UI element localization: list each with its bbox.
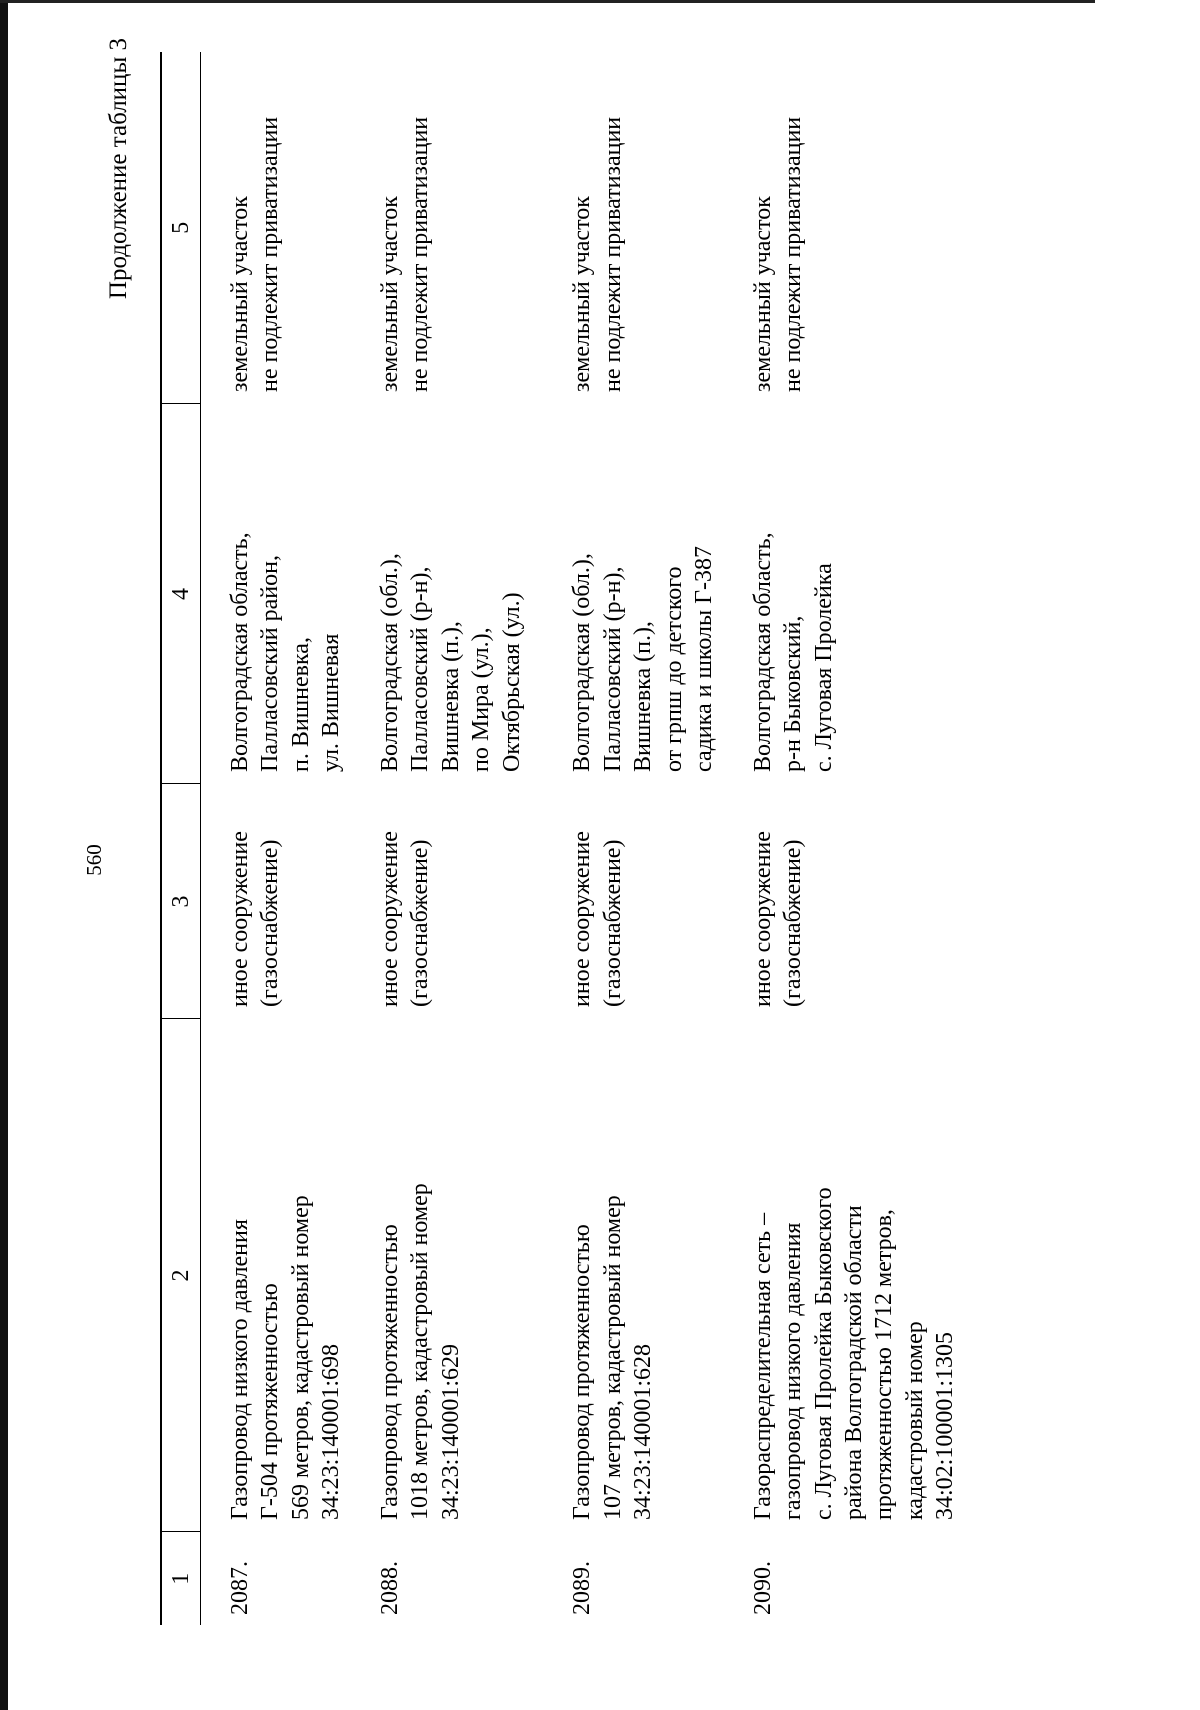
cell-text-line: п. Вишневка,	[287, 637, 314, 772]
cell-text-line: Волгоградская область,	[749, 532, 776, 772]
table-body	[201, 52, 989, 1625]
cell-object-name	[201, 1019, 375, 1532]
page-number: 560	[82, 844, 106, 876]
cell-text-line: земельный участок	[749, 196, 776, 392]
cell-text-line: ул. Вишневая	[318, 633, 345, 772]
cell-text-line: Газопровод низкого давления	[227, 1219, 253, 1520]
column-header-5: 5	[161, 52, 201, 404]
cell-text-line: Газопровод протяженностью	[376, 1224, 403, 1520]
cell-text-line: района Волгоградской области	[840, 1205, 867, 1520]
table-row	[567, 52, 747, 1625]
cell-text-line: 34:23:140001:628	[630, 1343, 657, 1520]
cell-text-line: 107 метров, кадастровый номер	[599, 1195, 626, 1520]
cell-number: 2089.	[569, 1561, 596, 1615]
cell-text-line: с. Луговая Пролейка Быковского	[810, 1187, 837, 1520]
cell-text-line: Газопровод протяженностью	[569, 1224, 596, 1520]
cell-text-line: от грпш до детского	[660, 566, 687, 772]
cell-text-line: не подлежит приватизации	[257, 116, 284, 392]
cell-text-line: Газораспределительная сеть –	[749, 1212, 776, 1520]
table-row	[375, 52, 567, 1625]
cell-text-line: иное сооружение	[749, 831, 776, 1007]
cell-address	[375, 404, 567, 784]
cell-note	[748, 52, 989, 404]
cell-text-line: 34:23:140001:629	[437, 1343, 464, 1520]
cell-text-line: 1018 метров, кадастровый номер	[407, 1183, 434, 1520]
cell-text-line: Волгоградская (обл.),	[569, 553, 596, 772]
cell-text-line: иное сооружение	[569, 831, 596, 1007]
cell-number: 2088.	[376, 1561, 403, 1615]
property-table	[160, 52, 989, 1625]
cell-text-line: 569 метров, кадастровый номер	[287, 1195, 314, 1520]
cell-text-line: садика и школы Г-387	[691, 545, 718, 772]
cell-note	[567, 52, 747, 404]
cell-text-line: не подлежит приватизации	[407, 116, 434, 392]
cell-text-line: иное сооружение	[376, 831, 403, 1007]
cell-note	[375, 52, 567, 404]
table-row	[201, 52, 375, 1625]
cell-text-line: Вишневка (п.),	[630, 621, 657, 772]
cell-object-type	[567, 784, 747, 1019]
cell-text-line: земельный участок	[376, 196, 403, 392]
cell-text-line: Палласовский район,	[257, 555, 284, 772]
cell-text-line: с. Луговая Пролейка	[810, 563, 837, 772]
cell-text-line: кадастровый номер	[901, 1321, 928, 1520]
cell-object-type	[201, 784, 375, 1019]
cell-text-line: земельный участок	[227, 196, 253, 392]
cell-text-line: не подлежит приватизации	[780, 116, 807, 392]
cell-text-line: Вишневка (п.),	[437, 621, 464, 772]
cell-text-line: р-н Быковский,	[780, 615, 807, 772]
cell-text-line: Волгоградская область,	[227, 532, 253, 772]
cell-note	[201, 52, 375, 404]
cell-text-line: Октябрьская (ул.)	[498, 592, 525, 772]
column-header-4: 4	[161, 404, 201, 784]
table-header-row	[161, 52, 201, 1625]
cell-text-line: 34:23:140001:698	[318, 1343, 345, 1520]
cell-text-line: газопровод низкого давления	[780, 1222, 807, 1520]
cell-text-line: Палласовский (р-н),	[407, 566, 434, 772]
cell-text-line: земельный участок	[569, 196, 596, 392]
cell-address	[567, 404, 747, 784]
cell-object-name	[375, 1019, 567, 1532]
cell-number: 2090.	[749, 1561, 776, 1615]
cell-text-line: Г-504 протяженностью	[257, 1283, 284, 1520]
cell-text-line: (газоснабжение)	[780, 839, 807, 1007]
column-header-1: 1	[161, 1532, 201, 1625]
cell-object-type	[375, 784, 567, 1019]
table-continuation-label: Продолжение таблицы 3	[105, 38, 132, 300]
cell-object-name	[567, 1019, 747, 1532]
cell-object-type	[748, 784, 989, 1019]
cell-text-line: (газоснабжение)	[407, 839, 434, 1007]
cell-text-line: (газоснабжение)	[599, 839, 626, 1007]
cell-number: 2087.	[227, 1561, 253, 1615]
cell-text-line: протяженностью 1712 метров,	[871, 1209, 898, 1520]
cell-text-line: иное сооружение	[227, 831, 253, 1007]
cell-text-line: не подлежит приватизации	[599, 116, 626, 392]
cell-object-name	[748, 1019, 989, 1532]
cell-text-line: Волгоградская (обл.),	[376, 553, 403, 772]
cell-address	[748, 404, 989, 784]
cell-text-line: Палласовский (р-н),	[599, 566, 626, 772]
cell-address	[201, 404, 375, 784]
cell-text-line: (газоснабжение)	[257, 839, 284, 1007]
cell-text-line: 34:02:100001:1305	[932, 1331, 959, 1520]
column-header-2: 2	[161, 1019, 201, 1532]
column-header-3: 3	[161, 784, 201, 1019]
cell-text-line: по Мира (ул.),	[468, 627, 495, 772]
table-row	[748, 52, 989, 1625]
